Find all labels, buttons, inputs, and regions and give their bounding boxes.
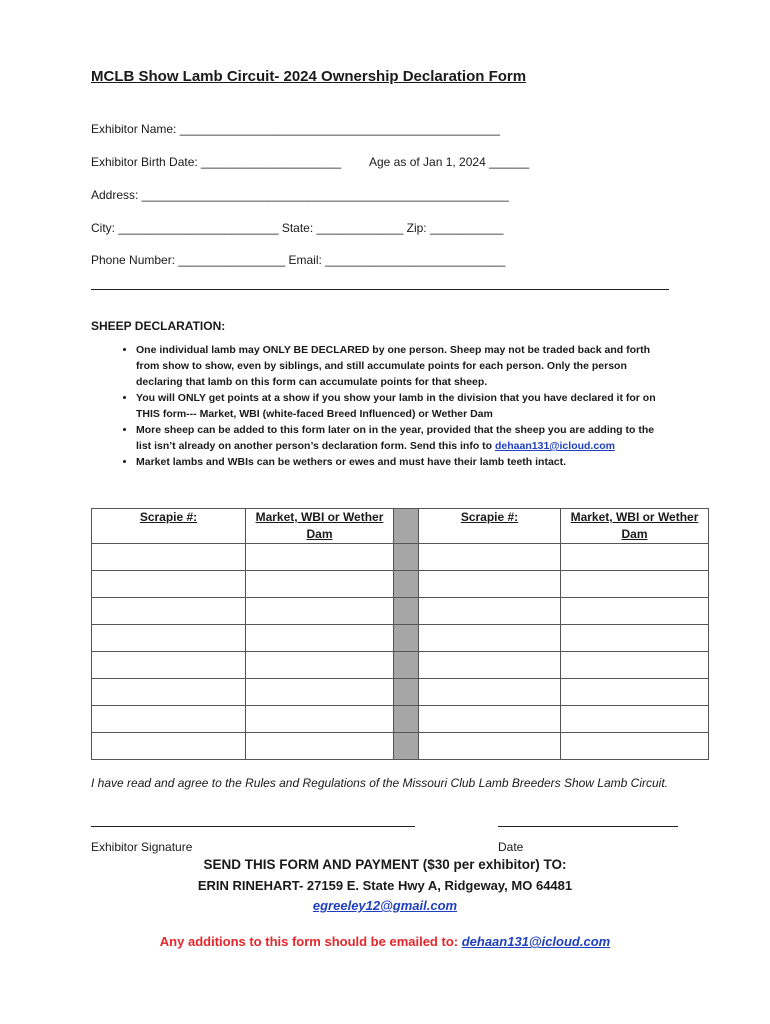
column-header-division: Market, WBI or Wether Dam — [246, 509, 394, 544]
table-cell[interactable] — [419, 733, 561, 760]
declaration-table — [91, 508, 709, 760]
table-cell[interactable] — [246, 652, 394, 679]
rule-text: More sheep can be added to this form later on in the year, provided that the sheep you are adding to the list isn’t already on another person’s declaration form. Send this info to — [136, 424, 655, 452]
table-cell[interactable] — [92, 733, 246, 760]
payment-email-link[interactable]: egreeley12@gmail.com — [312, 898, 458, 913]
divider-cell — [394, 733, 419, 760]
table-row — [92, 625, 709, 652]
divider-cell — [394, 652, 419, 679]
payment-email-block — [0, 898, 770, 913]
table-row — [92, 652, 709, 679]
divider-cell — [394, 544, 419, 571]
table-cell[interactable] — [561, 652, 709, 679]
address-field[interactable]: Address: _______________________________________________________ — [91, 188, 509, 202]
form-title: MCLB Show Lamb Circuit- 2024 Ownership Declaration Form — [91, 68, 527, 85]
table-cell[interactable] — [419, 625, 561, 652]
list-item — [136, 390, 671, 422]
table-cell[interactable] — [561, 706, 709, 733]
table-cell[interactable] — [419, 706, 561, 733]
section-heading: SHEEP DECLARATION: — [91, 319, 226, 333]
table-row — [92, 571, 709, 598]
table-cell[interactable] — [246, 544, 394, 571]
table-cell[interactable] — [561, 598, 709, 625]
divider-column — [394, 509, 419, 544]
table-cell[interactable] — [92, 706, 246, 733]
table-cell[interactable] — [92, 571, 246, 598]
additions-email-link[interactable]: dehaan131@icloud.com — [461, 934, 611, 949]
signature-line[interactable] — [91, 826, 415, 827]
send-instructions: SEND THIS FORM AND PAYMENT ($30 per exhibitor) TO: — [203, 857, 567, 872]
table-cell[interactable] — [561, 544, 709, 571]
date-label: Date — [498, 840, 524, 854]
table-cell[interactable] — [92, 598, 246, 625]
table-cell[interactable] — [246, 571, 394, 598]
table-cell[interactable] — [561, 625, 709, 652]
table-cell[interactable] — [246, 679, 394, 706]
signature-label: Exhibitor Signature — [91, 840, 193, 854]
divider-cell — [394, 598, 419, 625]
column-header-division: Market, WBI or Wether Dam — [561, 509, 709, 544]
phone-email-field[interactable]: Phone Number: ________________ Email: ___________________________ — [91, 253, 506, 267]
divider-cell — [394, 625, 419, 652]
table-row — [92, 544, 709, 571]
city-state-zip-field[interactable]: City: ________________________ State: _____________ Zip: ___________ — [91, 221, 504, 235]
table-row — [92, 598, 709, 625]
agreement-statement: I have read and agree to the Rules and Regulations of the Missouri Club Lamb Breeders Show Lamb Circuit. — [91, 776, 668, 790]
list-item — [136, 342, 671, 390]
table-cell[interactable] — [246, 598, 394, 625]
additions-note — [0, 934, 770, 949]
table-cell[interactable] — [92, 652, 246, 679]
divider-line — [91, 289, 669, 290]
table-row — [92, 706, 709, 733]
table-cell[interactable] — [419, 679, 561, 706]
birth-date-field[interactable]: Exhibitor Birth Date: _____________________ — [91, 155, 342, 169]
column-header-scrapie: Scrapie #: — [419, 509, 561, 544]
table-cell[interactable] — [246, 733, 394, 760]
divider-cell — [394, 679, 419, 706]
rule-text: You will ONLY get points at a show if you show your lamb in the division that you have declared it for on THIS form--- Market, WBI (white-faced Breed Influenced) or Wether Dam — [136, 392, 656, 420]
table-cell[interactable] — [419, 652, 561, 679]
divider-cell — [394, 571, 419, 598]
divider-cell — [394, 706, 419, 733]
table-cell[interactable] — [92, 679, 246, 706]
date-line[interactable] — [498, 826, 678, 827]
list-item — [136, 454, 671, 470]
table-cell[interactable] — [92, 625, 246, 652]
email-link[interactable]: dehaan131@icloud.com — [495, 440, 615, 452]
table-cell[interactable] — [561, 679, 709, 706]
rule-text: Market lambs and WBIs can be wethers or ewes and must have their lamb teeth intact. — [136, 456, 567, 468]
additions-text: Any additions to this form should be emailed to: — [159, 934, 462, 949]
table-cell[interactable] — [561, 733, 709, 760]
table-header-row — [92, 509, 709, 544]
table-cell[interactable] — [92, 544, 246, 571]
rules-list — [91, 342, 671, 470]
table-row — [92, 679, 709, 706]
exhibitor-name-field[interactable]: Exhibitor Name: ________________________________________________ — [91, 122, 501, 136]
table-cell[interactable] — [246, 706, 394, 733]
table-cell[interactable] — [419, 571, 561, 598]
column-header-scrapie: Scrapie #: — [92, 509, 246, 544]
mailing-address: ERIN RINEHART- 27159 E. State Hwy A, Ridgeway, MO 64481 — [197, 878, 573, 893]
table-body — [92, 544, 709, 760]
age-field[interactable]: Age as of Jan 1, 2024 ______ — [369, 155, 530, 169]
table-cell[interactable] — [561, 571, 709, 598]
table-cell[interactable] — [246, 625, 394, 652]
list-item — [136, 422, 671, 454]
rule-text: One individual lamb may ONLY BE DECLARED by one person. Sheep may not be traded back and forth from show to show, even by siblings, and still accumulate points for each person. Only the person declaring that lamb on this form can accumulate points for that sheep. — [136, 344, 651, 388]
table-cell[interactable] — [419, 598, 561, 625]
table-row — [92, 733, 709, 760]
table-cell[interactable] — [419, 544, 561, 571]
